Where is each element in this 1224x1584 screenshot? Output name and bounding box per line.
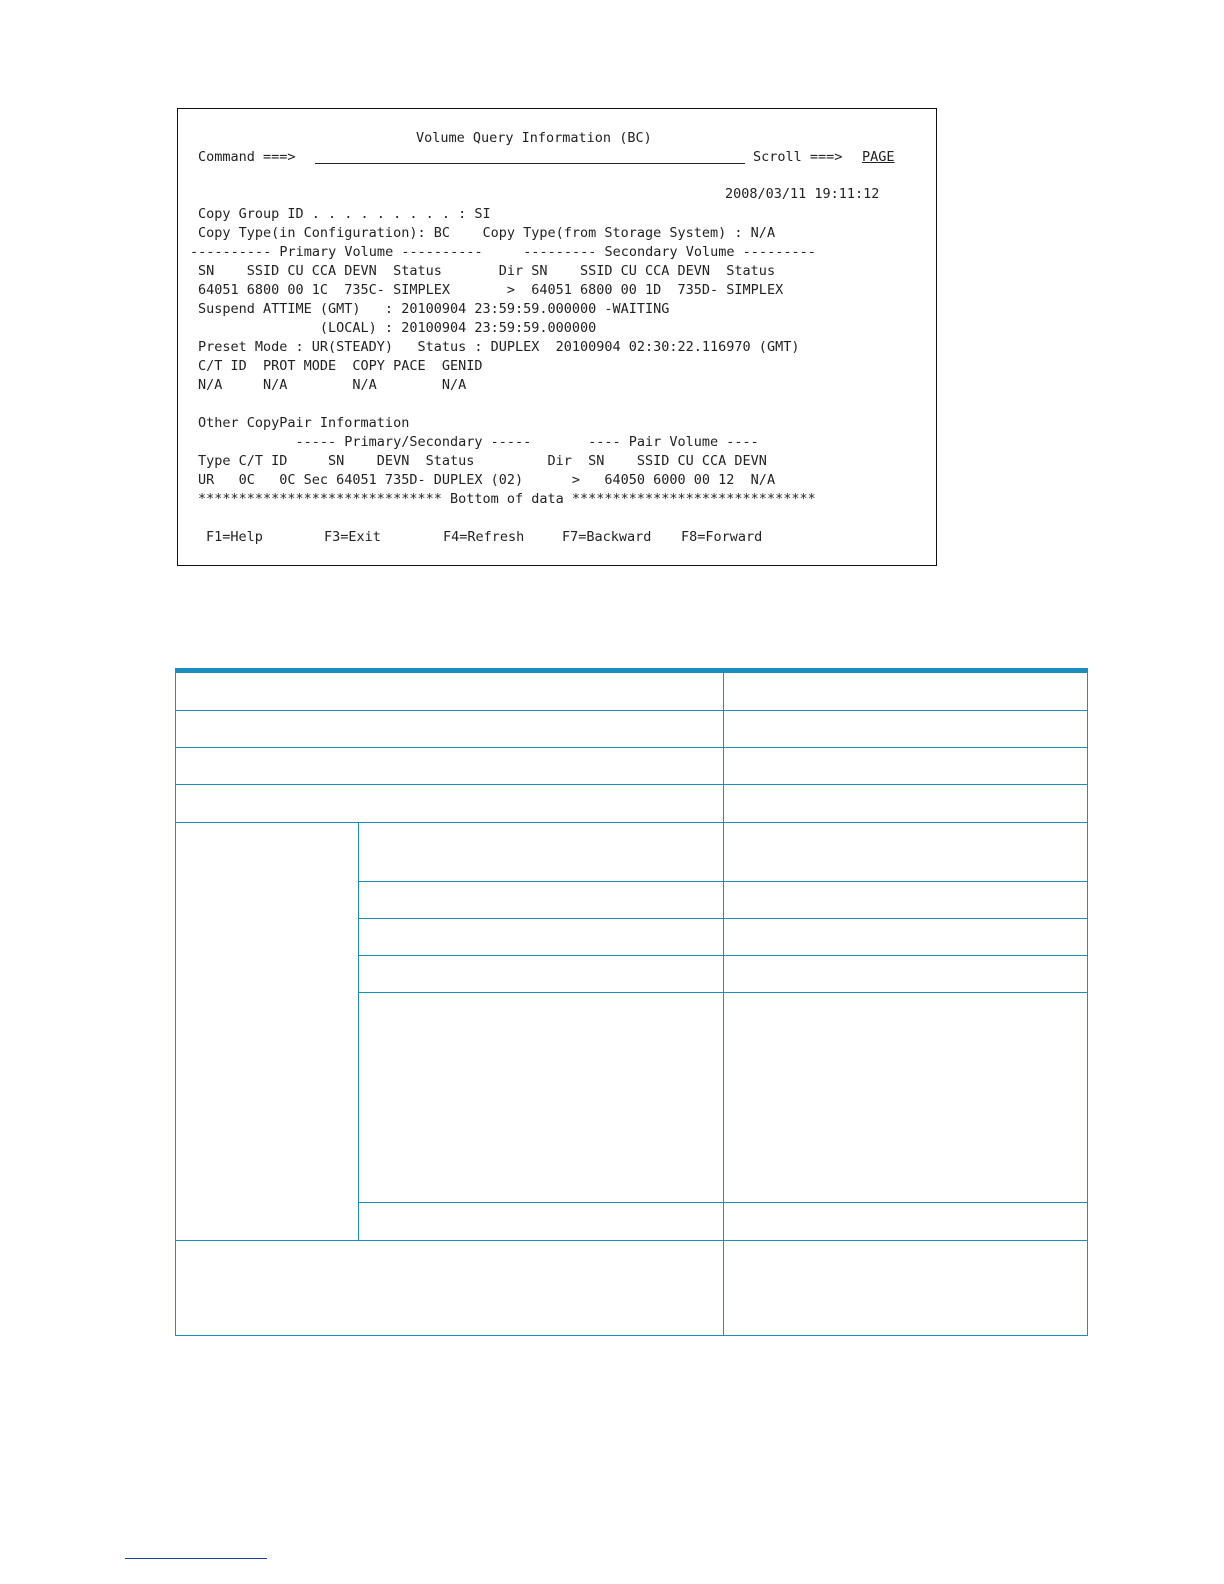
suspend-local-line: (LOCAL) : 20100904 23:59:59.000000 <box>198 320 597 336</box>
fkey-help[interactable]: F1=Help <box>206 529 263 545</box>
volume-query-screen <box>177 108 937 566</box>
table-cell <box>723 918 1088 955</box>
table-row <box>175 747 723 784</box>
ct-header: C/T ID PROT MODE COPY PACE GENID <box>198 358 483 374</box>
table-cell <box>723 992 1088 1202</box>
suspend-gmt-line: Suspend ATTIME (GMT) : 20100904 23:59:59.000000 -WAITING <box>198 301 670 317</box>
table-subrow <box>358 881 723 918</box>
footer-rule <box>125 1558 267 1559</box>
command-input[interactable] <box>315 147 745 164</box>
other-title: Other CopyPair Information <box>198 415 410 431</box>
table-subrow <box>358 992 723 1202</box>
fkey-refresh[interactable]: F4=Refresh <box>443 529 525 545</box>
table-row <box>175 1240 723 1336</box>
fkey-exit[interactable]: F3=Exit <box>324 529 381 545</box>
other-row: UR 0C 0C Sec 64051 735D- DUPLEX (02) > 64050 6000 00 12 N/A <box>198 472 776 488</box>
timestamp: 2008/03/11 19:11:12 <box>725 186 880 202</box>
table-cell <box>723 1202 1088 1240</box>
other-heading: ----- Primary/Secondary ----- ---- Pair Volume ---- <box>198 434 759 450</box>
other-header: Type C/T ID SN DEVN Status Dir SN SSID CU CCA DEVN <box>198 453 767 469</box>
table-subrow <box>358 918 723 955</box>
volume-heading-line: ---------- Primary Volume ---------- --------- Secondary Volume --------- <box>190 244 816 260</box>
table-header-cell-description <box>723 672 1088 710</box>
table-cell <box>723 784 1088 822</box>
bottom-of-data-line: ****************************** Bottom of data ****************************** <box>198 491 816 507</box>
table-row <box>175 784 723 822</box>
copy-group-line: Copy Group ID . . . . . . . . . : SI <box>198 206 491 222</box>
fkey-forward[interactable]: F8=Forward <box>681 529 763 545</box>
table-header-cell-field <box>175 672 723 710</box>
copy-type-line: Copy Type(in Configuration): BC Copy Type(from Storage System) : N/A <box>198 225 776 241</box>
scroll-label: Scroll ===> <box>753 149 843 165</box>
volume-header: SN SSID CU CCA DEVN Status Dir SN SSID CU CCA DEVN Status <box>198 263 776 279</box>
table-cell <box>723 710 1088 747</box>
table-cell <box>723 747 1088 784</box>
fkey-backward[interactable]: F7=Backward <box>562 529 652 545</box>
volume-row: 64051 6800 00 1C 735C- SIMPLEX > 64051 6800 00 1D 735D- SIMPLEX <box>198 282 784 298</box>
table-cell <box>723 881 1088 918</box>
table-subrow <box>358 955 723 992</box>
scroll-value[interactable]: PAGE <box>862 149 895 165</box>
table-cell <box>723 955 1088 992</box>
screen-title: Volume Query Information (BC) <box>416 130 652 146</box>
table-group-cell <box>175 822 358 1240</box>
preset-line: Preset Mode : UR(STEADY) Status : DUPLEX 20100904 02:30:22.116970 (GMT) <box>198 339 800 355</box>
ct-values: N/A N/A N/A N/A <box>198 377 467 393</box>
table-cell <box>723 822 1088 881</box>
table-cell <box>723 1240 1088 1336</box>
command-label: Command ===> <box>198 149 296 165</box>
table-row <box>175 710 723 747</box>
table-subrow <box>358 822 723 881</box>
field-description-table <box>175 668 1088 1337</box>
table-subrow <box>358 1202 723 1240</box>
